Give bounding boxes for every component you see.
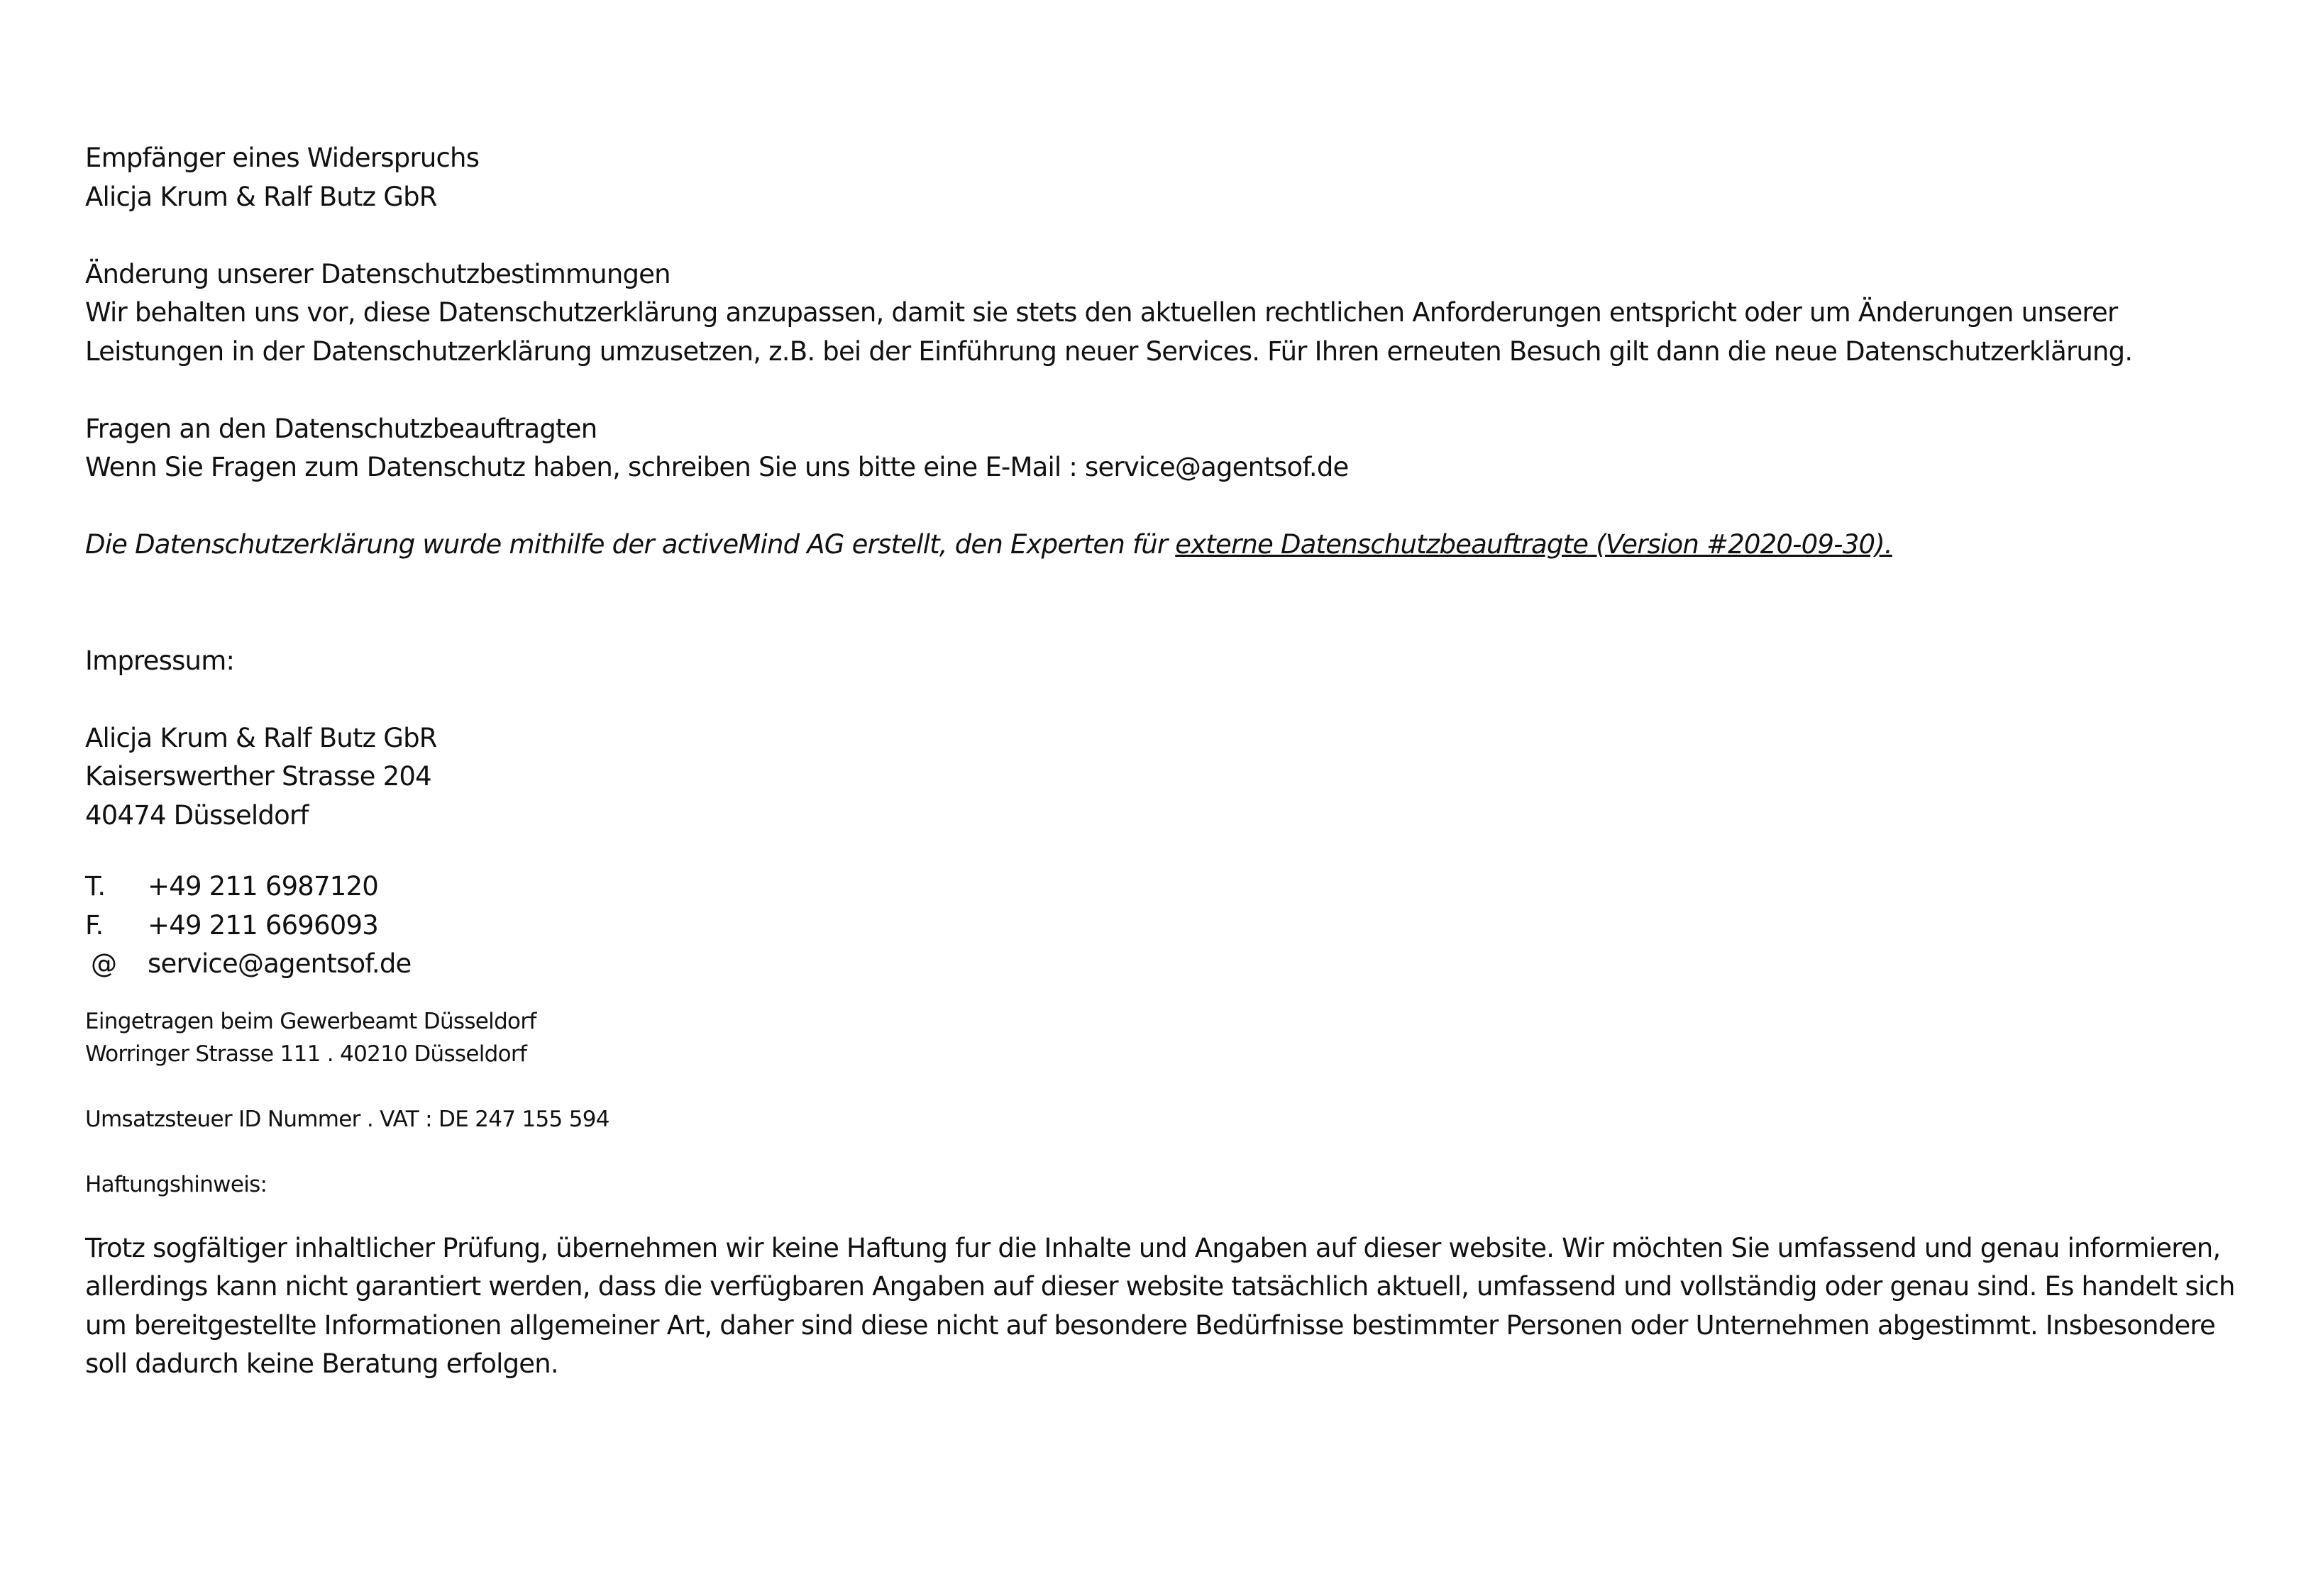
objection-recipient: Alicja Krum & Ralf Butz GbR — [85, 181, 437, 212]
activemind-link[interactable]: externe Datenschutzbeauftragte (Version #2020-09-30). — [1175, 529, 1892, 560]
liability-heading: Haftungshinweis: — [85, 1171, 267, 1197]
questions-paragraph: Wenn Sie Fragen zum Datenschutz haben, schreiben Sie uns bitte eine E-Mail : service@agentsof.de — [85, 452, 1349, 482]
phone-label: T. — [85, 871, 106, 902]
spacer — [85, 565, 2235, 642]
changes-section — [85, 255, 2235, 372]
changes-paragraph: Wir behalten uns vor, diese Datenschutzerklärung anzupassen, damit sie stets den aktuellen rechtlichen Anforderungen entspricht oder um Änderungen unserer Leistungen in der Datenschutzerklärung umzusetzen, z.B. bei der Einführung neuer Services. Für Ihren erneuten Besuch gilt dann die neue Datenschutzerklärung. — [85, 297, 2133, 367]
imprint-heading: Impressum: — [85, 645, 235, 676]
spacer — [85, 1136, 2235, 1168]
spacer — [85, 487, 2235, 526]
spacer — [85, 1201, 2235, 1229]
registration-line-1: Eingetragen beim Gewerbeamt Düsseldorf — [85, 1008, 536, 1034]
registration-line-2: Worringer Strasse 111 . 40210 Düsseldorf — [85, 1041, 527, 1067]
imprint-city: 40474 Düsseldorf — [85, 799, 309, 831]
questions-heading: Fragen an den Datenschutzbeauftragten — [85, 413, 597, 444]
spacer — [85, 984, 2235, 1005]
liability-paragraph: Trotz sogfältiger inhaltlicher Prüfung, übernehmen wir keine Haftung fur die Inhalte und Angaben auf dieser website. Wir möchten Sie umfassend und genau informieren, allerdings kann nicht garantiert werden, dass die verfügbaren Angaben auf dieser website tatsächlich aktuell, umfassend und vollständig oder genau sind. Es handelt sich um bereitgestellte Informationen allgemeiner Art, daher sind diese nicht auf besondere Bedürfnisse bestimmter Personen oder Unternehmen abgestimmt. Insbesondere soll dadurch keine Beratung erfolgen. — [85, 1232, 2235, 1379]
credit-note — [85, 526, 2235, 565]
email-address: service@agentsof.de — [148, 948, 412, 979]
credit-text: Die Datenschutzerklärung wurde mithilfe der activeMind AG erstellt, den Experten für — [85, 529, 1176, 560]
spacer — [85, 1070, 2235, 1103]
registration-block — [85, 1005, 2235, 1201]
objection-section — [85, 139, 2235, 216]
spacer — [85, 680, 2235, 719]
spacer — [85, 371, 2235, 410]
fax-label: F. — [85, 909, 104, 941]
fax-row — [85, 907, 2235, 946]
changes-heading: Änderung unserer Datenschutzbestimmungen — [85, 258, 671, 289]
questions-section — [85, 410, 2235, 487]
phone-number: +49 211 6987120 — [148, 871, 379, 902]
privacy-imprint-document — [85, 139, 2235, 1384]
spacer — [85, 835, 2235, 868]
fax-number: +49 211 6696093 — [148, 909, 379, 941]
email-row — [85, 945, 2235, 984]
imprint-company: Alicja Krum & Ralf Butz GbR — [85, 722, 437, 753]
phone-row — [85, 868, 2235, 907]
email-at-icon: @ — [91, 948, 117, 979]
objection-heading: Empfänger eines Widerspruchs — [85, 143, 480, 173]
vat-id: Umsatzsteuer ID Nummer . VAT : DE 247 155 594 — [85, 1106, 609, 1132]
imprint-section — [85, 642, 2235, 1384]
spacer — [85, 216, 2235, 255]
imprint-street: Kaiserswerther Strasse 204 — [85, 761, 431, 792]
